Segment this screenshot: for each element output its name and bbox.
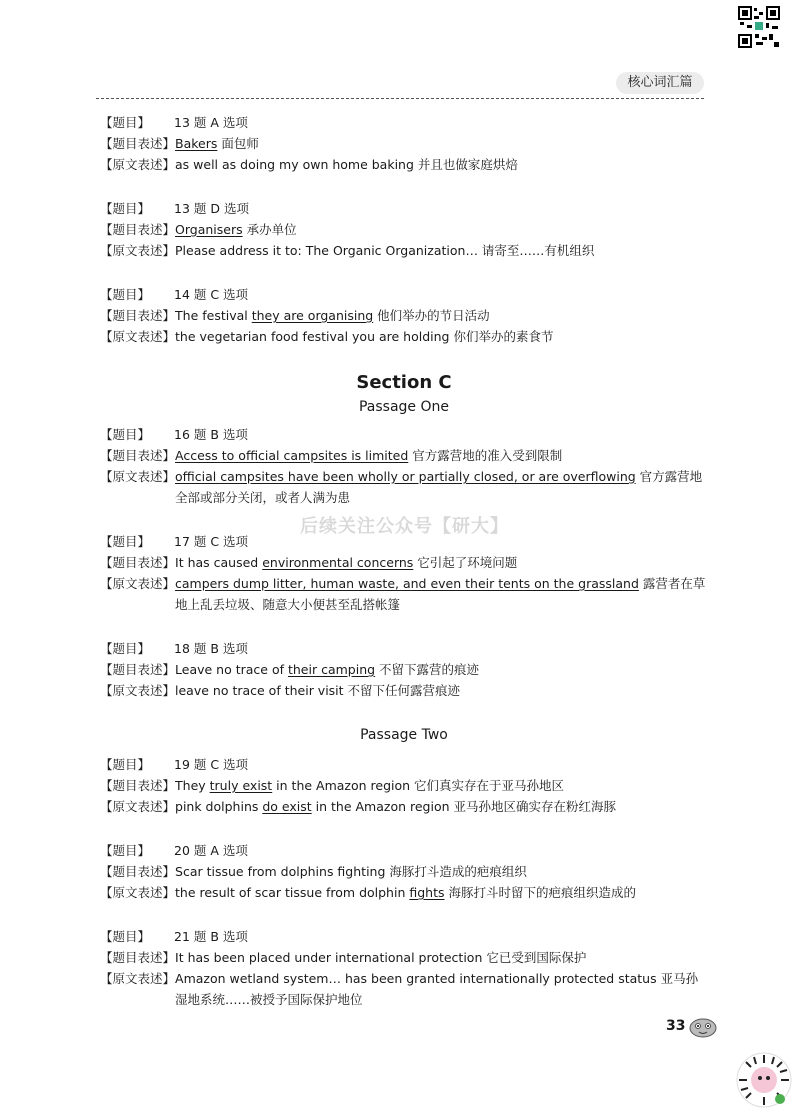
- passage-one-entries: [100, 424, 708, 701]
- entry-text: [175, 659, 708, 680]
- entry-text: [175, 305, 708, 326]
- entry-tag: 【题目表述】: [100, 950, 176, 965]
- text-fragment: It has been placed under international protection 它已受到国际保护: [175, 950, 587, 965]
- question-entry: [100, 531, 708, 615]
- entry-text: [174, 284, 708, 305]
- question-entry: [100, 284, 708, 347]
- text-fragment: 14 题 C 选项: [174, 287, 249, 302]
- entry-tag: 【题目表述】: [100, 308, 176, 323]
- entry-text: [174, 638, 708, 659]
- entry-line: [100, 775, 708, 796]
- underlined-phrase: do exist: [262, 799, 312, 814]
- entry-tag: 【原文表述】: [100, 576, 176, 591]
- section-header-label: 核心词汇篇: [616, 72, 704, 94]
- text-fragment: 17 题 C 选项: [174, 534, 249, 549]
- entry-text: [174, 198, 708, 219]
- text-fragment: 19 题 C 选项: [174, 757, 249, 772]
- entry-text: [175, 573, 708, 615]
- entry-tag: 【原文表述】: [100, 157, 176, 172]
- entry-line: [100, 573, 708, 615]
- entry-line: [100, 968, 708, 1010]
- entry-tag: 【题目表述】: [100, 555, 176, 570]
- passage-one-title: Passage One: [358, 399, 449, 415]
- text-fragment: leave no trace of their visit 不留下任何露营痕迹: [175, 683, 461, 698]
- entry-text: [175, 240, 708, 261]
- text-fragment: The festival: [175, 308, 252, 323]
- page-content: [100, 112, 708, 1033]
- text-fragment: the result of scar tissue from dolphin: [175, 885, 410, 900]
- entry-text: [175, 882, 708, 903]
- text-fragment: 13 题 D 选项: [174, 201, 249, 216]
- question-entry: [100, 754, 708, 817]
- underlined-phrase: campers dump litter, human waste, and even their tents on the grassland: [175, 576, 639, 591]
- entry-tag: 【原文表述】: [100, 243, 176, 258]
- entry-line: [100, 154, 708, 175]
- entry-text: [175, 326, 708, 347]
- entry-line: [100, 219, 708, 240]
- text-fragment: 13 题 A 选项: [174, 115, 248, 130]
- entry-line: [100, 680, 708, 701]
- entry-line: [100, 861, 708, 882]
- entry-line: [100, 284, 708, 305]
- text-fragment: 官方露营地的准入受到限制: [408, 448, 563, 463]
- entry-tag: 【题目表述】: [100, 864, 176, 879]
- entry-line: [100, 796, 708, 817]
- text-fragment: pink dolphins: [175, 799, 263, 814]
- underlined-phrase: environmental concerns: [262, 555, 414, 570]
- question-entry: [100, 840, 708, 903]
- text-fragment: in the Amazon region 它们真实存在于亚马孙地区: [272, 778, 565, 793]
- underlined-phrase: Bakers: [175, 136, 218, 151]
- qr-code-icon: [738, 6, 780, 58]
- mascot-icon: [688, 1014, 718, 1038]
- entry-line: [100, 531, 708, 552]
- entry-tag: 【题目】: [100, 287, 151, 302]
- underlined-phrase: fights: [409, 885, 445, 900]
- text-fragment: 不留下露营的痕迹: [375, 662, 480, 677]
- entry-text: [175, 796, 708, 817]
- entry-text: [174, 531, 708, 552]
- text-fragment: 面包师: [217, 136, 259, 151]
- entry-line: [100, 112, 708, 133]
- text-fragment: 16 题 B 选项: [174, 427, 248, 442]
- text-fragment: as well as doing my own home baking 并且也做家庭烘焙: [175, 157, 518, 172]
- entry-text: [174, 926, 708, 947]
- underlined-phrase: truly exist: [209, 778, 273, 793]
- underlined-phrase: their camping: [287, 662, 376, 677]
- entry-tag: 【原文表述】: [100, 683, 176, 698]
- entry-text: [175, 466, 708, 508]
- entry-tag: 【原文表述】: [100, 329, 176, 344]
- entry-tag: 【原文表述】: [100, 469, 176, 484]
- text-fragment: 承办单位: [242, 222, 297, 237]
- entry-line: [100, 882, 708, 903]
- entry-line: [100, 305, 708, 326]
- question-entry: [100, 638, 708, 701]
- entry-line: [100, 926, 708, 947]
- text-fragment: 它引起了环境问题: [413, 555, 518, 570]
- text-fragment: They: [175, 778, 210, 793]
- entry-text: [175, 775, 708, 796]
- text-fragment: Amazon wetland system… has been granted internationally protected status 亚马孙湿地系统……被授予国际保护地位: [175, 971, 699, 1007]
- text-fragment: 18 题 B 选项: [174, 641, 248, 656]
- entry-text: [175, 133, 708, 154]
- entry-tag: 【题目】: [100, 115, 151, 130]
- entry-tag: 【原文表述】: [100, 799, 176, 814]
- entry-text: [175, 861, 708, 882]
- entry-tag: 【题目表述】: [100, 136, 176, 151]
- text-fragment: 他们举办的节日活动: [373, 308, 490, 323]
- section-title: Section C: [356, 372, 452, 393]
- question-entry: [100, 112, 708, 175]
- entry-text: [175, 552, 708, 573]
- underlined-phrase: Access to official campsites is limited: [175, 448, 409, 463]
- top-entries: [100, 112, 708, 347]
- text-fragment: 20 题 A 选项: [174, 843, 248, 858]
- entry-tag: 【题目表述】: [100, 222, 176, 237]
- entry-text: [175, 947, 708, 968]
- entry-line: [100, 754, 708, 775]
- text-fragment: 露营者在草地上乱丢垃圾、随意大小便甚至乱搭帐篷: [175, 576, 706, 612]
- entry-text: [174, 112, 708, 133]
- entry-text: [175, 445, 708, 466]
- text-fragment: 海豚打斗时留下的疤痕组织造成的: [444, 885, 636, 900]
- entry-line: [100, 638, 708, 659]
- text-fragment: 21 题 B 选项: [174, 929, 248, 944]
- entry-line: [100, 659, 708, 680]
- text-fragment: Please address it to: The Organic Organization… 请寄至……有机组织: [175, 243, 595, 258]
- entry-tag: 【题目】: [100, 843, 151, 858]
- entry-tag: 【题目】: [100, 641, 151, 656]
- entry-text: [175, 680, 708, 701]
- entry-tag: 【题目】: [100, 201, 151, 216]
- entry-line: [100, 552, 708, 573]
- question-entry: [100, 926, 708, 1010]
- question-entry: [100, 198, 708, 261]
- entry-tag: 【题目表述】: [100, 778, 176, 793]
- watermark-text: 后续关注公众号【研大】: [300, 516, 509, 537]
- entry-text: [174, 424, 708, 445]
- entry-text: [174, 754, 708, 775]
- entry-line: [100, 445, 708, 466]
- entry-line: [100, 198, 708, 219]
- underlined-phrase: Organisers: [175, 222, 243, 237]
- entry-tag: 【题目表述】: [100, 448, 176, 463]
- entry-line: [100, 947, 708, 968]
- question-entry: [100, 424, 708, 508]
- entry-line: [100, 133, 708, 154]
- entry-text: [175, 219, 708, 240]
- header-divider: [96, 98, 704, 99]
- passage-two-title: Passage Two: [360, 727, 448, 743]
- entry-tag: 【题目】: [100, 757, 151, 772]
- mini-program-code-icon: [736, 1052, 792, 1108]
- text-fragment: Leave no trace of: [175, 662, 288, 677]
- entry-text: [175, 154, 708, 175]
- entry-tag: 【题目】: [100, 427, 151, 442]
- passage-two-entries: [100, 754, 708, 1010]
- entry-tag: 【题目】: [100, 534, 151, 549]
- text-fragment: 官方露营地全部或部分关闭，或者人满为患: [175, 469, 703, 505]
- text-fragment: It has caused: [175, 555, 263, 570]
- entry-line: [100, 466, 708, 508]
- underlined-phrase: they are organising: [251, 308, 374, 323]
- entry-line: [100, 840, 708, 861]
- entry-line: [100, 326, 708, 347]
- text-fragment: the vegetarian food festival you are holding 你们举办的素食节: [175, 329, 554, 344]
- entry-tag: 【题目】: [100, 929, 151, 944]
- page-number: 33: [666, 1018, 686, 1034]
- entry-tag: 【题目表述】: [100, 662, 176, 677]
- entry-tag: 【原文表述】: [100, 885, 176, 900]
- entry-text: [174, 840, 708, 861]
- underlined-phrase: official campsites have been wholly or partially closed, or are overflowing: [175, 469, 636, 484]
- entry-tag: 【原文表述】: [100, 971, 176, 986]
- entry-text: [175, 968, 708, 1010]
- text-fragment: in the Amazon region 亚马孙地区确实存在粉红海豚: [311, 799, 616, 814]
- text-fragment: Scar tissue from dolphins fighting 海豚打斗造成的疤痕组织: [175, 864, 527, 879]
- entry-line: [100, 240, 708, 261]
- entry-line: [100, 424, 708, 445]
